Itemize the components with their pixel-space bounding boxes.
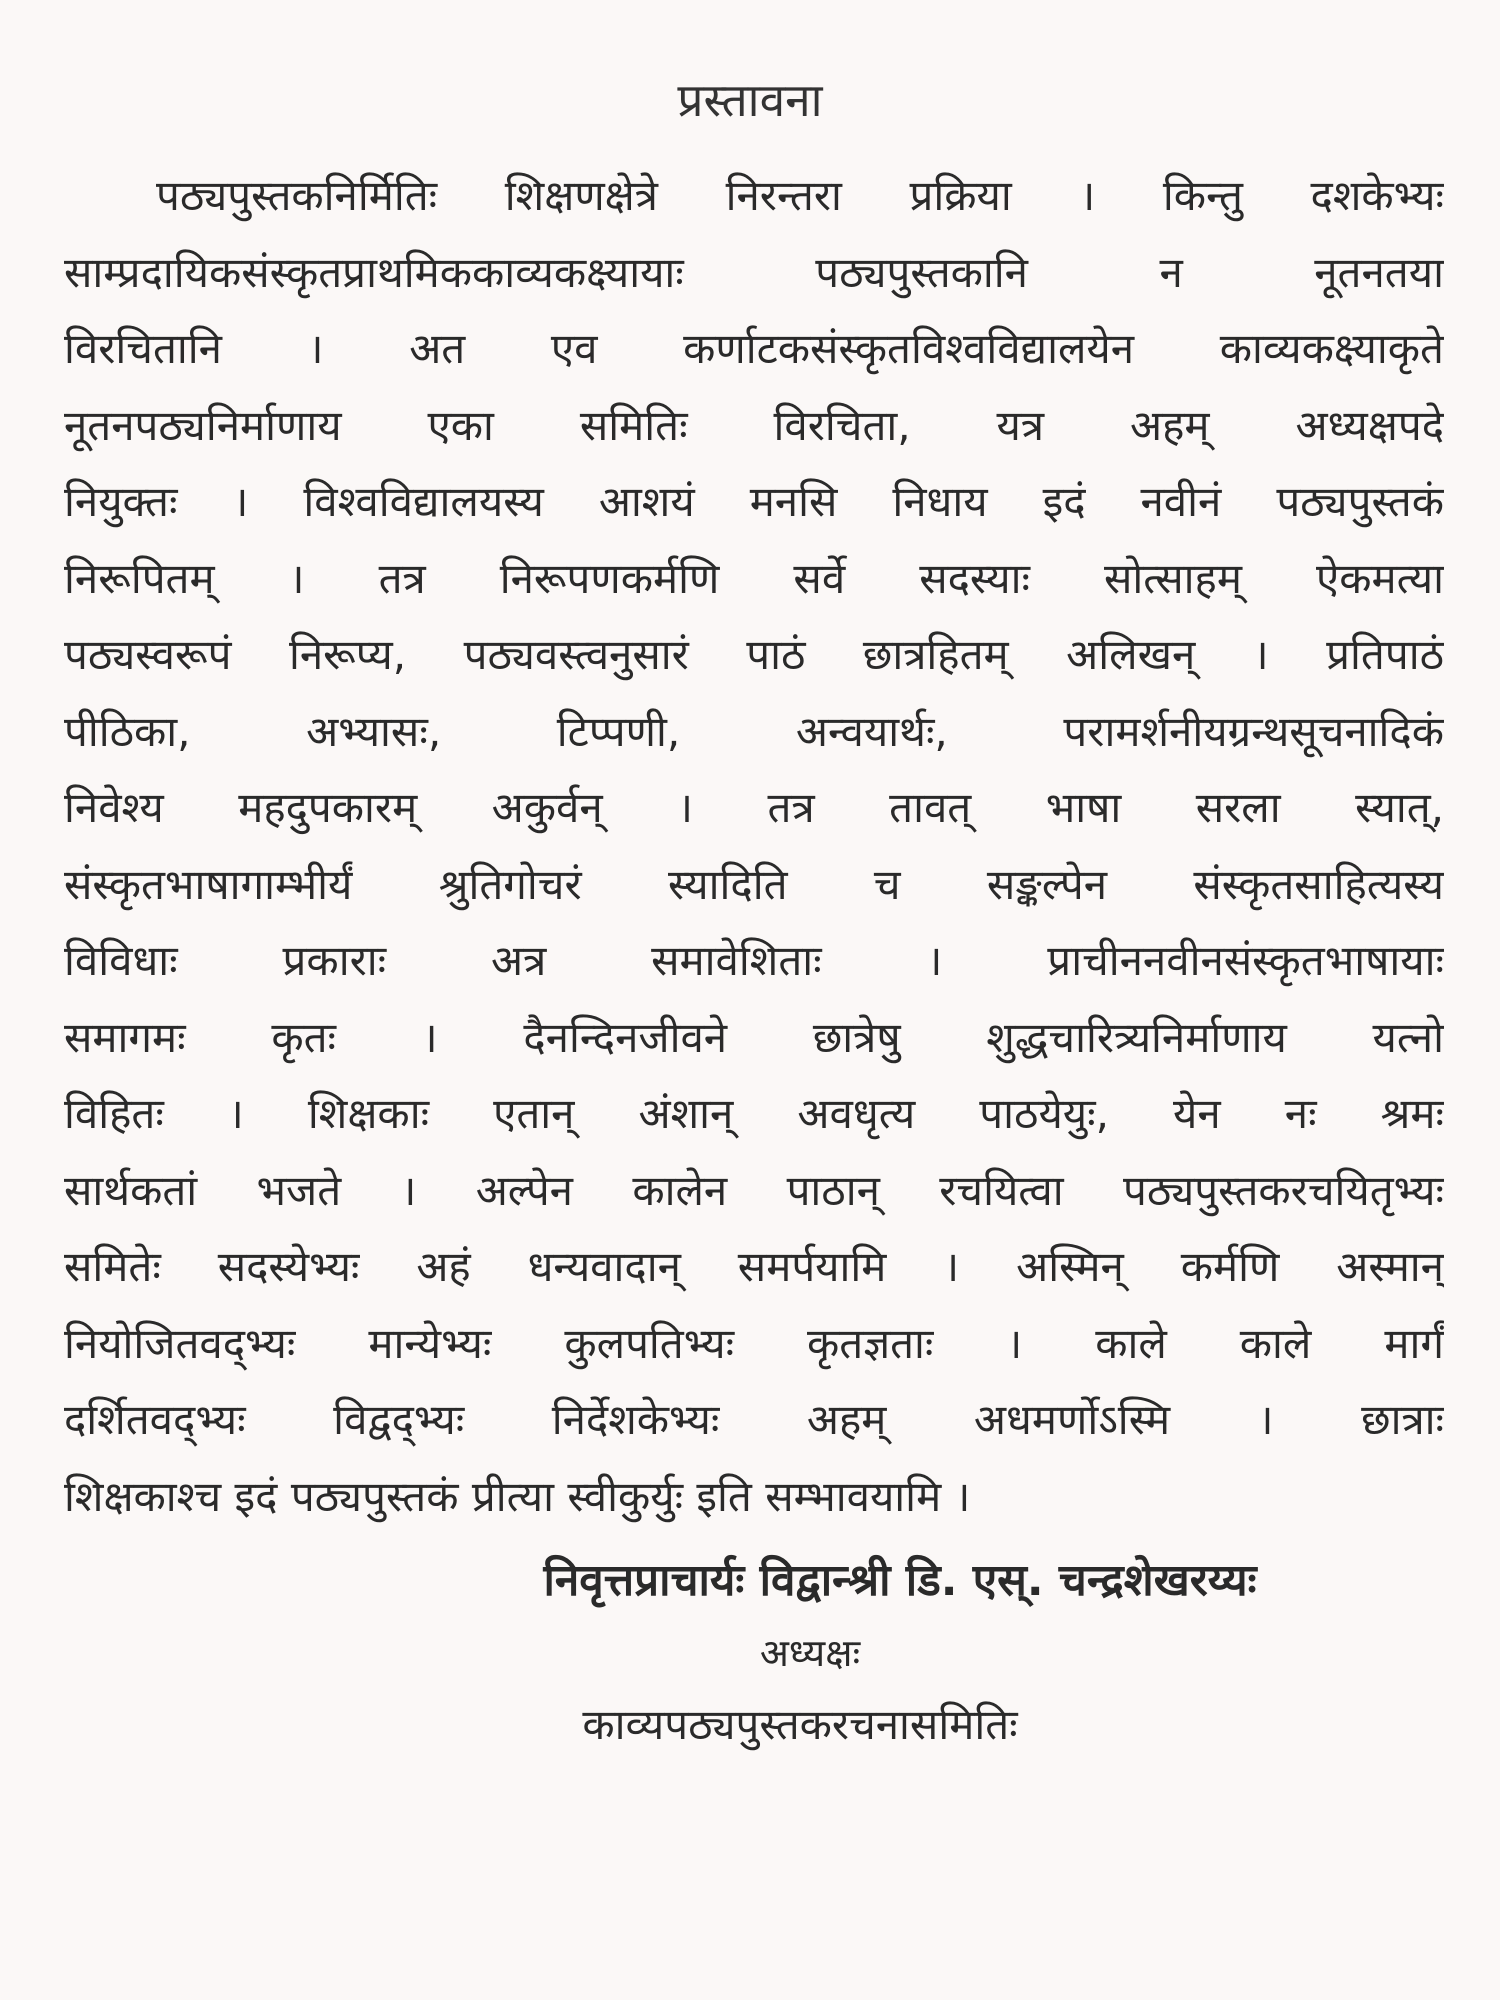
text-line: नियुक्तः । विश्वविद्यालयस्य आशयं मनसि निधाय इदं नवीनं पठ्यपुस्तकं xyxy=(64,477,1444,526)
signatory-role: अध्यक्षः xyxy=(759,1631,861,1675)
text-line: निवेश्य महदुपकारम् अकुर्वन् । तत्र तावत् भाषा सरला स्यात्, xyxy=(64,783,1444,832)
text-line: विविधाः प्रकाराः अत्र समावेशिताः । प्राचीननवीनसंस्कृतभाषायाः xyxy=(64,936,1444,985)
text-line: साम्प्रदायिकसंस्कृतप्राथमिककाव्यकक्ष्यायाः पठ्यपुस्तकानि न नूतनतया xyxy=(64,247,1444,297)
page-title: प्रस्तावना xyxy=(677,73,823,127)
text-line: शिक्षकाश्च इदं पठ्यपुस्तकं प्रीत्या स्वीकुर्युः इति सम्भावयामि । xyxy=(64,1471,971,1521)
signatory-name: निवृत्तप्राचार्यः विद्वान्श्री डि. एस्. चन्द्रशेखरय्यः xyxy=(543,1555,1257,1606)
text-line: नियोजितवद्भ्यः मान्येभ्यः कुलपतिभ्यः कृतज्ञताः । काले काले मार्गं xyxy=(64,1318,1444,1368)
text-line: समितेः सदस्येभ्यः अहं धन्यवादान् समर्पयामि । अस्मिन् कर्मणि अस्मान् xyxy=(64,1242,1444,1291)
signature-block xyxy=(0,1545,1500,1761)
preface-body xyxy=(64,158,1444,1535)
text-line: पठ्यपुस्तकनिर्मितिः शिक्षणक्षेत्रे निरन्तरा प्रक्रिया । किन्तु दशकेभ्यः xyxy=(156,171,1444,220)
text-line: नूतनपठ्यनिर्माणाय एका समितिः विरचिता, यत्र अहम् अध्यक्षपदे xyxy=(64,400,1444,450)
text-line: पठ्यस्वरूपं निरूप्य, पठ्यवस्त्वनुसारं पाठं छात्रहितम् अलिखन् । प्रतिपाठं xyxy=(64,630,1444,679)
text-line: विहितः । शिक्षकाः एतान् अंशान् अवधृत्य पाठयेयुः, येन नः श्रमः xyxy=(64,1089,1444,1138)
text-line: निरूपितम् । तत्र निरूपणकर्मणि सर्वे सदस्याः सोत्साहम् ऐकमत्या xyxy=(64,553,1444,603)
text-line: सार्थकतां भजते । अल्पेन कालेन पाठान् रचयित्वा पठ्यपुस्तकरचयितृभ्यः xyxy=(64,1165,1444,1215)
text-line: विरचितानि । अत एव कर्णाटकसंस्कृतविश्वविद्यालयेन काव्यकक्ष्याकृते xyxy=(64,324,1444,373)
committee-name: काव्यपठ्यपुस्तकरचनासमितिः xyxy=(582,1700,1018,1749)
text-line: समागमः कृतः । दैनन्दिनजीवने छात्रेषु शुद्धचारित्र्यनिर्माणाय यत्नो xyxy=(64,1012,1444,1062)
text-line: संस्कृतभाषागाम्भीर्यं श्रुतिगोचरं स्यादिति च सङ्कल्पेन संस्कृतसाहित्यस्य xyxy=(64,859,1444,909)
text-line: पीठिका, अभ्यासः, टिप्पणी, अन्वयार्थः, परामर्शनीयग्रन्थसूचनादिकं xyxy=(64,706,1444,756)
text-line: दर्शितवद्भ्यः विद्वद्भ्यः निर्देशकेभ्यः अहम् अधमर्णोऽस्मि । छात्राः xyxy=(64,1395,1444,1444)
